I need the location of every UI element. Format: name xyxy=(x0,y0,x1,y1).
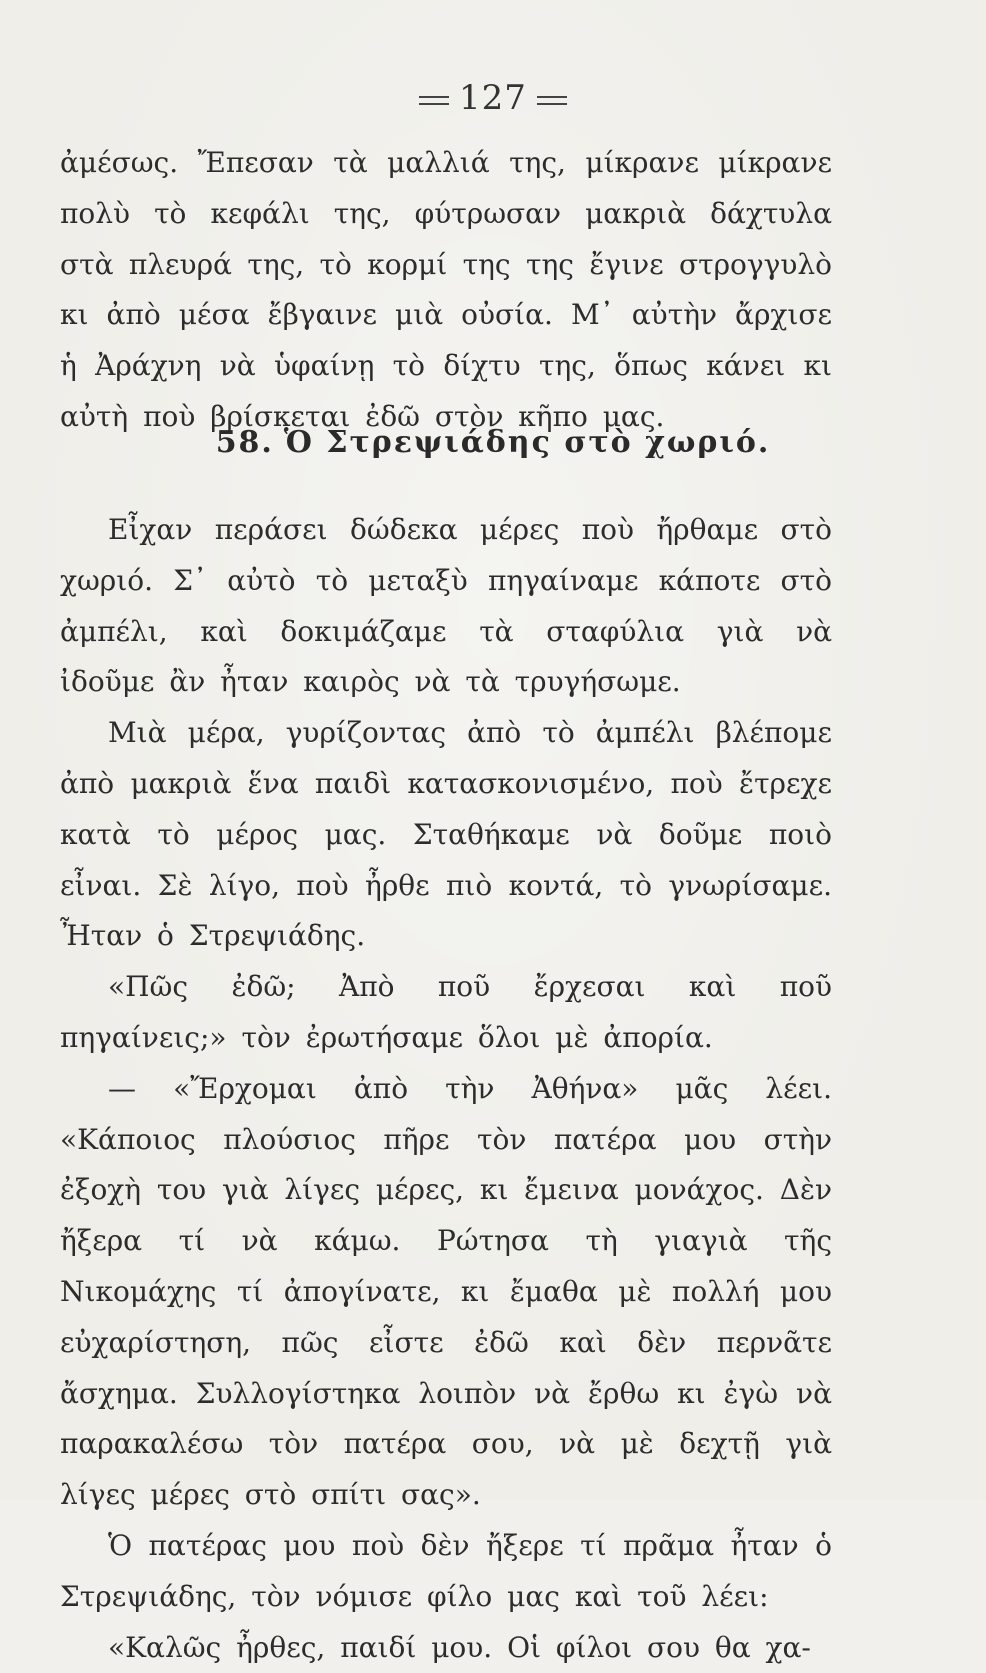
header-rule-right xyxy=(537,96,567,105)
paragraph: Ὁ πατέρας μου ποὺ δὲν ἤξερε τί πρᾶμα ἦταν ὁ Στρεψιάδης, τὸν νόμισε φίλο μας καὶ τοῦ λέει: xyxy=(60,1528,832,1613)
paragraph: Εἶχαν περάσει δώδεκα μέρες ποὺ ἤρθαμε στὸ χωριό. Σ᾿ αὐτὸ τὸ μεταξὺ πηγαίναμε κάποτε στὸ ἀμπέλι, καὶ δοκιμάζαμε τὰ σταφύλια γιὰ νὰ ἰδοῦμε ἂν ἦταν καιρὸς νὰ τὰ τρυγήσωμε. xyxy=(60,513,832,699)
paragraph-continuation: ἀμέσως. Ἔπεσαν τὰ μαλλιά της, μίκρανε μίκρανε πολὺ τὸ κεφάλι της, φύτρωσαν μακριὰ δάχτυλα στὰ πλευρά της, τὸ κορμί της της ἔγινε στρογγυλὸ κι ἀπὸ μέσα ἔβγαινε μιὰ οὐσία. Μ᾿ αὐτὴν ἄρχισε ἡ Ἀράχνη νὰ ὑφαίνῃ τὸ δίχτυ της, ὅπως κάνει κι αὐτὴ ποὺ βρίσκεται ἐδῶ στὸν κῆπο μας. xyxy=(60,146,832,433)
section-number: 58. xyxy=(215,425,274,460)
paragraph: — «Ἔρχομαι ἀπὸ τὴν Ἀθήνα» μᾶς λέει. «Κάποιος πλούσιος πῆρε τὸν πατέρα μου στὴν ἐξοχὴ του γιὰ λίγες μέρες, κι ἔμεινα μονάχος. Δὲν ἤξερα τί νὰ κάμω. Ρώτησα τὴ γιαγιὰ τῆς Νικομάχης τί ἀπογίνατε, κι ἔμαθα μὲ πολλή μου εὐχαρίστηση, πῶς εἶστε ἐδῶ καὶ δὲν περνᾶτε ἄσχημα. Συλλογίστηκα λοιπὸν νὰ ἔρθω κι ἐγὼ νὰ παρακαλέσω τὸν πατέρα σου, νὰ μὲ δεχτῇ γιὰ λίγες μέρες στὸ σπίτι σας». xyxy=(60,1071,832,1512)
text-block-top xyxy=(60,138,832,443)
section-heading xyxy=(0,425,986,460)
header-rule-left xyxy=(419,96,449,105)
paragraph: «Πῶς ἐδῶ; Ἀπὸ ποῦ ἔρχεσαι καὶ ποῦ πηγαίνεις;» τὸν ἐρωτήσαμε ὅλοι μὲ ἀπορία. xyxy=(60,970,832,1054)
page-header xyxy=(0,78,986,118)
text-block-main xyxy=(60,505,832,1673)
paragraph: «Καλῶς ἦρθες, παιδί μου. Οἱ φίλοι σου θα χα- xyxy=(108,1630,811,1664)
section-title: Ὁ Στρεψιάδης στὸ χωριό. xyxy=(283,425,771,460)
page-number: 127 xyxy=(459,78,527,118)
paragraph: Μιὰ μέρα, γυρίζοντας ἀπὸ τὸ ἀμπέλι βλέπομε ἀπὸ μακριὰ ἕνα παιδὶ κατασκονισμένο, ποὺ ἔτρεχε κατὰ τὸ μέρος μας. Σταθήκαμε νὰ δοῦμε ποιὸ εἶναι. Σὲ λίγο, ποὺ ἦρθε πιὸ κοντά, τὸ γνωρίσαμε. Ἦταν ὁ Στρεψιάδης. xyxy=(60,716,832,953)
